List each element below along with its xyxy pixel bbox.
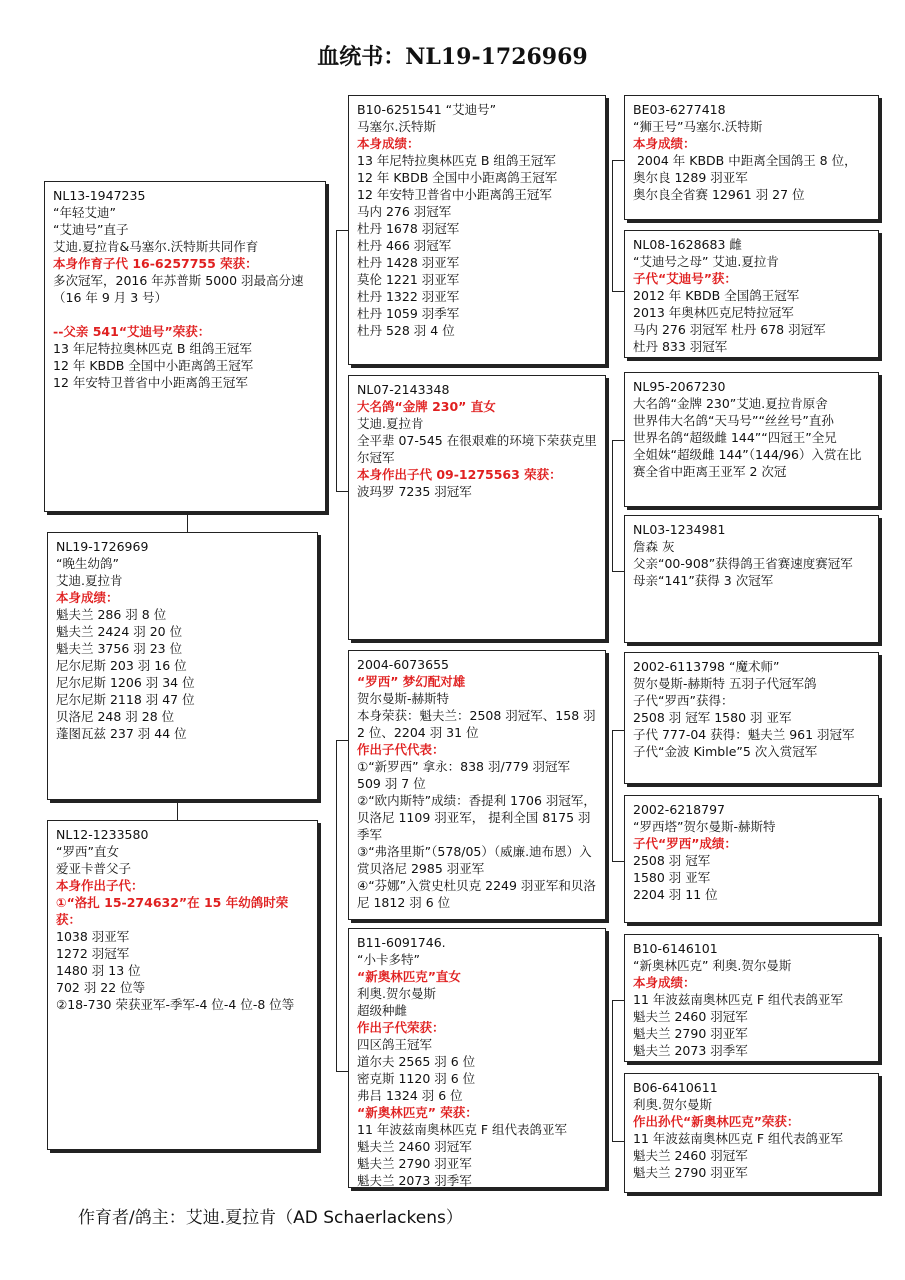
pedigree-line: 弗吕 1324 羽 6 位 [357, 1088, 463, 1103]
dam-sire-box [348, 650, 606, 920]
dd-dam-box [624, 1073, 879, 1193]
pedigree-line: 马内 276 羽冠军 杜丹 678 羽冠军 [633, 322, 826, 337]
pedigree-line: NL95-2067230 [633, 379, 726, 394]
pedigree-line: NL13-1947235 [53, 188, 146, 203]
pedigree-line: “狮王号”马塞尔.沃特斯 [633, 119, 763, 134]
pedigree-line: ②18-730 荣获亚军-季军-4 位-4 位-8 位等 [56, 997, 295, 1012]
pedigree-line: 父亲“00-908”获得鸽王省赛速度赛冠军 [633, 556, 853, 571]
pedigree-line: NL03-1234981 [633, 522, 726, 537]
pedigree-line: 子代“罗西”成绩： [633, 836, 737, 851]
pedigree-line: 莫伦 1221 羽亚军 [357, 272, 460, 287]
pedigree-line: 2002-6218797 [633, 802, 725, 817]
pedigree-line: “艾迪号之母” 艾迪.夏拉肯 [633, 254, 779, 269]
pedigree-line: 魁夫兰 3756 羽 23 位 [56, 641, 183, 656]
pedigree-line: “新奥林匹克”直女 [357, 969, 461, 984]
pedigree-line: 母亲“141”获得 3 次冠军 [633, 573, 774, 588]
pedigree-line: 杜丹 1678 羽冠军 [357, 221, 460, 236]
pedigree-line: 世界名鸽“超级雌 144”“四冠王”全兄 [633, 430, 837, 445]
pedigree-line: NL19-1726969 [56, 539, 149, 554]
pedigree-line: 子代“金波 Kimble”5 次入赏冠军 [633, 744, 818, 759]
pedigree-line: 全平辈 07-545 在很艰难的环境下荣获克里尔冠军 [357, 433, 597, 465]
ss-dam-box [624, 230, 879, 358]
pedigree-line: 魁夫兰 2790 羽亚军 [357, 1156, 472, 1171]
pedigree-line: 作出孙代“新奥林匹克”荣获： [633, 1114, 800, 1129]
pedigree-line: 子代“艾迪号”获： [633, 271, 737, 286]
pedigree-line: 多次冠军，2016 年苏普斯 5000 羽最高分速（16 年 9 月 3 号） [53, 273, 304, 305]
pedigree-line: 作出子代代表： [357, 742, 445, 757]
sd-sire-box [624, 372, 879, 507]
pedigree-line: 密克斯 1120 羽 6 位 [357, 1071, 476, 1086]
pedigree-line: 本身成绩： [633, 136, 696, 151]
ss-sire-box [624, 95, 879, 220]
pedigree-line: 尼尔尼斯 1206 羽 34 位 [56, 675, 195, 690]
connector-sire-main [187, 512, 188, 532]
pedigree-line: “新奥林匹克” 荣获： [357, 1105, 478, 1120]
pedigree-line: 魁夫兰 2460 羽冠军 [633, 1148, 748, 1163]
pedigree-line: 魁夫兰 2073 羽季军 [357, 1173, 472, 1188]
pedigree-line: 子代“罗西”获得： [633, 693, 734, 708]
pedigree-line: 贺尔曼斯-赫斯特 五羽子代冠军鸽 [633, 676, 817, 691]
pedigree-line: 1038 羽亚军 [56, 929, 130, 944]
pedigree-line: “罗西” 梦幻配对雄 [357, 674, 466, 689]
pedigree-line: 子代 777-04 获得：魁夫兰 961 羽冠军 [633, 727, 855, 742]
pedigree-line: 詹森 灰 [633, 539, 675, 554]
sire-box [44, 181, 326, 512]
main-box [47, 532, 318, 800]
pedigree-line: 杜丹 1428 羽亚军 [357, 255, 460, 270]
pedigree-line: 尼尔尼斯 2118 羽 47 位 [56, 692, 195, 707]
pedigree-line: 世界伟大名鸽“天马号”“丝丝号”直孙 [633, 413, 834, 428]
pedigree-line: 2508 羽 冠军 [633, 853, 711, 868]
pedigree-line: 艾迪.夏拉肯&马塞尔.沃特斯共同作育 [53, 239, 259, 254]
pedigree-line: ①“洛扎 15-274632”在 15 年幼鸽时荣获： [56, 895, 289, 927]
pedigree-line: 魁夫兰 2790 羽亚军 [633, 1165, 748, 1180]
pedigree-line: 本身成绩： [357, 136, 420, 151]
breeder-footer: 作育者/鸽主：艾迪.夏拉肯（AD Schaerlackens） [78, 1208, 463, 1228]
pedigree-line: 11 年波兹南奥林匹克 F 组代表鸽亚军 [633, 992, 844, 1007]
dam-dam-box [348, 928, 606, 1188]
pedigree-line: 1580 羽 亚军 [633, 870, 711, 885]
pedigree-line: 12 年 KBDB 全国中小距离鸽王冠军 [53, 358, 254, 373]
sire-sire-box [348, 95, 606, 365]
pedigree-line: 大名鸽“金牌 230”艾迪.夏拉肯原舍 [633, 396, 828, 411]
pedigree-line: 2508 羽 冠军 1580 羽 亚军 [633, 710, 792, 725]
dam-box [47, 820, 318, 1150]
pedigree-line: 魁夫兰 2460 羽冠军 [357, 1139, 472, 1154]
pedigree-line: 波玛罗 7235 羽冠军 [357, 484, 472, 499]
pedigree-line: 贝洛尼 248 羽 28 位 [56, 709, 175, 724]
pedigree-line: “年轻艾迪” [53, 205, 116, 220]
pedigree-line: 杜丹 1059 羽季军 [357, 306, 460, 321]
pedigree-line [53, 306, 317, 323]
pedigree-line: NL12-1233580 [56, 827, 149, 842]
pedigree-line: 1272 羽冠军 [56, 946, 130, 961]
pedigree-line: B10-6251541 “艾迪号” [357, 102, 497, 117]
pedigree-line: 11 年波兹南奥林匹克 F 组代表鸽亚军 [357, 1122, 568, 1137]
pedigree-line: 艾迪.夏拉肯 [56, 573, 123, 588]
pedigree-line: “晚生幼鸽” [56, 556, 119, 571]
pedigree-line: 大名鸽“金牌 230” 直女 [357, 399, 496, 414]
connector-main-dam [177, 800, 178, 820]
pedigree-line: 魁夫兰 2790 羽亚军 [633, 1026, 748, 1041]
pedigree-line: 魁夫兰 2073 羽季军 [633, 1043, 748, 1058]
sd-dam-box [624, 515, 879, 643]
pedigree-line: 四区鸽王冠军 [357, 1037, 433, 1052]
pedigree-line: 1480 羽 13 位 [56, 963, 141, 978]
pedigree-line: “罗西塔”贺尔曼斯-赫斯特 [633, 819, 776, 834]
pedigree-line: 魁夫兰 2460 羽冠军 [633, 1009, 748, 1024]
pedigree-line: 全姐妹“超级雌 144”（144/96）入赏在比赛全省中距离王亚军 2 次冠 [633, 447, 862, 479]
pedigree-line: 尼尔尼斯 203 羽 16 位 [56, 658, 187, 673]
pedigree-line: 奥尔良 1289 羽亚军 [633, 170, 748, 185]
page-title: 血统书：NL19-1726969 [317, 44, 588, 70]
pedigree-line: 蓬图瓦兹 237 羽 44 位 [56, 726, 187, 741]
pedigree-line: 本身作出子代 09-1275563 荣获： [357, 467, 562, 482]
pedigree-line: “新奥林匹克” 利奥.贺尔曼斯 [633, 958, 792, 973]
pedigree-line: 杜丹 528 羽 4 位 [357, 323, 455, 338]
pedigree-line: 702 羽 22 位等 [56, 980, 146, 995]
pedigree-line: 贺尔曼斯-赫斯特 [357, 691, 450, 706]
pedigree-line: ②“欧内斯特”成绩：香提利 1706 羽冠军，贝洛尼 1109 羽亚军， 提利全国 8175 羽季军 [357, 793, 596, 842]
pedigree-line: 2004 年 KBDB 中距离全国鸽王 8 位， [633, 153, 857, 168]
pedigree-line: 2002-6113798 “魔术师” [633, 659, 780, 674]
pedigree-line: 杜丹 466 羽冠军 [357, 238, 452, 253]
pedigree-line: NL08-1628683 雌 [633, 237, 742, 252]
pedigree-line: “罗西”直女 [56, 844, 119, 859]
pedigree-line: 利奥.贺尔曼斯 [633, 1097, 712, 1112]
pedigree-line: --父亲 541“艾迪号”荣获： [53, 324, 211, 339]
pedigree-line: 13 年尼特拉奥林匹克 B 组鸽王冠军 [53, 341, 252, 356]
pedigree-line: “艾迪号”直子 [53, 222, 129, 237]
pedigree-line: 艾迪.夏拉肯 [357, 416, 424, 431]
ds-sire-box [624, 652, 879, 784]
pedigree-line: 11 年波兹南奥林匹克 F 组代表鸽亚军 [633, 1131, 844, 1146]
pedigree-line: 12 年安特卫普省中小距离鸽王冠军 [53, 375, 248, 390]
pedigree-line: B06-6410611 [633, 1080, 718, 1095]
pedigree-line: 12 年安特卫普省中小距离鸽王冠军 [357, 187, 552, 202]
pedigree-line: 超级种雌 [357, 1003, 408, 1018]
pedigree-line: ③“弗洛里斯”（578/05）（威廉.迪布恩）入赏贝洛尼 2985 羽亚军 [357, 844, 592, 876]
pedigree-line: 13 年尼特拉奥林匹克 B 组鸽王冠军 [357, 153, 556, 168]
pedigree-line: BE03-6277418 [633, 102, 726, 117]
pedigree-line: 本身作育子代 16-6257755 荣获： [53, 256, 258, 271]
pedigree-line: ①“新罗西” 拿永：838 羽/779 羽冠军 509 羽 7 位 [357, 759, 574, 791]
ds-dam-box [624, 795, 879, 923]
pedigree-line: 利奥.贺尔曼斯 [357, 986, 436, 1001]
pedigree-line: 马塞尔.沃特斯 [357, 119, 436, 134]
pedigree-line: 2204 羽 11 位 [633, 887, 718, 902]
pedigree-line: 作出子代荣获： [357, 1020, 445, 1035]
dd-sire-box [624, 934, 879, 1062]
pedigree-line: “小卡多特” [357, 952, 420, 967]
pedigree-line: 魁夫兰 286 羽 8 位 [56, 607, 167, 622]
sire-dam-box [348, 375, 606, 640]
pedigree-line: 本身荣获：魁夫兰：2508 羽冠军、158 羽 2 位、2204 羽 31 位 [357, 708, 600, 740]
pedigree-line: 爱亚卡普父子 [56, 861, 132, 876]
pedigree-line: 魁夫兰 2424 羽 20 位 [56, 624, 183, 639]
pedigree-line: 2004-6073655 [357, 657, 449, 672]
pedigree-line: 本身作出子代： [56, 878, 144, 893]
pedigree-line: 杜丹 833 羽冠军 [633, 339, 728, 354]
pedigree-line: 2013 年奥林匹克尼特拉冠军 [633, 305, 794, 320]
pedigree-line: 2012 年 KBDB 全国鸽王冠军 [633, 288, 800, 303]
pedigree-line: 杜丹 1322 羽亚军 [357, 289, 460, 304]
pedigree-line: B11-6091746. [357, 935, 446, 950]
pedigree-line: NL07-2143348 [357, 382, 450, 397]
pedigree-line: 12 年 KBDB 全国中小距离鸽王冠军 [357, 170, 558, 185]
pedigree-line: ④“芬娜”入赏史杜贝克 2249 羽亚军和贝洛尼 1812 羽 6 位 [357, 878, 596, 910]
pedigree-line: 马内 276 羽冠军 [357, 204, 452, 219]
pedigree-line: 奥尔良全省赛 12961 羽 27 位 [633, 187, 805, 202]
pedigree-line: B10-6146101 [633, 941, 718, 956]
pedigree-line: 道尔夫 2565 羽 6 位 [357, 1054, 476, 1069]
pedigree-line: 本身成绩： [633, 975, 696, 990]
pedigree-line: 本身成绩： [56, 590, 119, 605]
